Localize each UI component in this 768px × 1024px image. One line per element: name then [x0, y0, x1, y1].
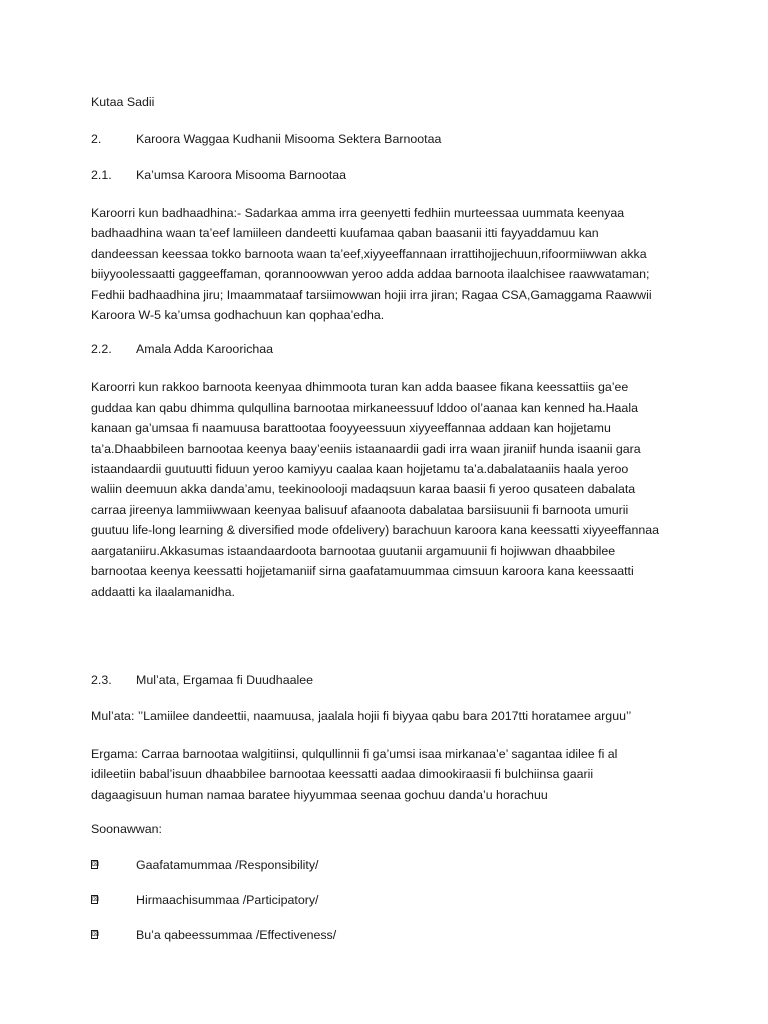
- list-item-text: Hirmaachisummaa /Participatory/: [136, 893, 319, 908]
- section-title: Ka’umsa Karoora Misooma Barnootaa: [136, 168, 347, 182]
- paragraph-kaumsa: Karoorri kun badhaadhina:- Sadarkaa amma irra geenyetti fedhiin murteessaa uummata keenyaa badhaadhina waan ta’eef lamiileen dandeetti kuufamaa qaban baasanii itti fayyaddamuu kan dandeessan keessaa tokko barnoota waan ta’eef,xiyyeeffannaan irrattihojjechuun,rifoormiiwwan akka biiyyoolessaatti gaggeeffaman, qorannoowwan yeroo adda addaa barnoota ilaalchisee raawwataman; Fedhii badhaadhina jiru; Imaammataaf tarsiimowwan hojii irra jiran; Ragaa CSA,Gamaggama Raawwii Karoora W-5 ka’umsa godhachuun kan qophaa’edha.: [91, 206, 652, 323]
- section-number: 2.: [91, 132, 102, 146]
- list-item-text: Gaafatamummaa /Responsibility/: [136, 858, 319, 873]
- list-item: [91, 857, 691, 873]
- list-item: [91, 892, 691, 908]
- section-number: 2.2.: [91, 342, 112, 357]
- vision-statement: Mul’ata: ’’Lamiilee dandeettii, naamuusa, jaalala hojii fi biyyaa qabu bara 2017tti horatamee arguu’’: [91, 708, 632, 723]
- section-title: Amala Adda Karoorichaa: [136, 342, 274, 357]
- section-title: Mul’ata, Ergamaa fi Duudhaalee: [136, 672, 314, 687]
- checkbox-glyph-icon: ⌧: [92, 862, 99, 869]
- section-heading-2-2: [91, 341, 691, 357]
- paragraph-amala: Karoorri kun rakkoo barnoota keenyaa dhimmoota turan kan adda baasee fikana keessattiis ga’ee guddaa kan qabu dhimma qulqullina barnootaa mirkaneessuuf lddoo ol’aanaa kan kenned ha.Haala kanaan ga’umsaa fi naamuusa barattootaa fooyyeessuun xiyyeeffannaa addaan kan hojjetamu ta’a.Dhaabbileen barnootaa keenya baay’eeniis istaanaardii gadi irra waan jiraniif hunda isaanii gara istaandaardii guutuutti fiduun yeroo kamiyyu caalaa kaan hojjetamu ta’a.dabalataaniis haala yeroo waliin deemuun akka danda’amu, teekinoolooji madaqsuun karaa baasii fi yeroo qusateen dabalata carraa jireenya lammiiwwaan keenyaa balisuuf afaanoota dabalataa barsiisuunii fi barnoota umurii guutuu life-long learning & diversified mode ofdelivery) barachuun karoora kana keessatti xiyyeeffannaa aargataniiru.Akkasumas istaandaardoota barnootaa guutanii argamuunii fi hojiwwan dhaabbilee barnootaa keenya keessatti hojjetamaniif sirna gaafatamuummaa cimsuun karoora kana keessaatti addaatti ka ilaalamanidha.: [91, 380, 660, 599]
- values-label: Soonawwan:: [91, 822, 162, 837]
- checkbox-glyph-icon: ⌧: [92, 932, 99, 939]
- document-page: [91, 94, 691, 962]
- section-number: 2.1.: [91, 168, 112, 182]
- spacer: [91, 618, 691, 672]
- section-heading-2: [91, 131, 691, 147]
- section-title: Karoora Waggaa Kudhanii Misooma Sektera Barnootaa: [136, 132, 442, 146]
- list-item: [91, 927, 691, 943]
- section-number: 2.3.: [91, 672, 112, 687]
- mission-statement: Ergama: Carraa barnootaa walgitiinsi, qulqullinnii fi ga’umsi isaa mirkanaa’e’ sagantaa idilee fi al idileetiin babal’isuun dhaabbilee barnootaa keessatti aadaa dimookiraasii fi bulchiinsa gaarii dagaagisuun human namaa baratee hiyyummaa seenaa gochuu danda’u horachuu: [91, 746, 618, 802]
- section-heading-2-1: [91, 167, 691, 183]
- list-item-text: Bu’a qabeessummaa /Effectiveness/: [136, 928, 337, 943]
- checkbox-glyph-icon: ⌧: [92, 897, 99, 904]
- section-heading-2-3: [91, 672, 691, 688]
- chapter-title: Kutaa Sadii: [91, 95, 155, 109]
